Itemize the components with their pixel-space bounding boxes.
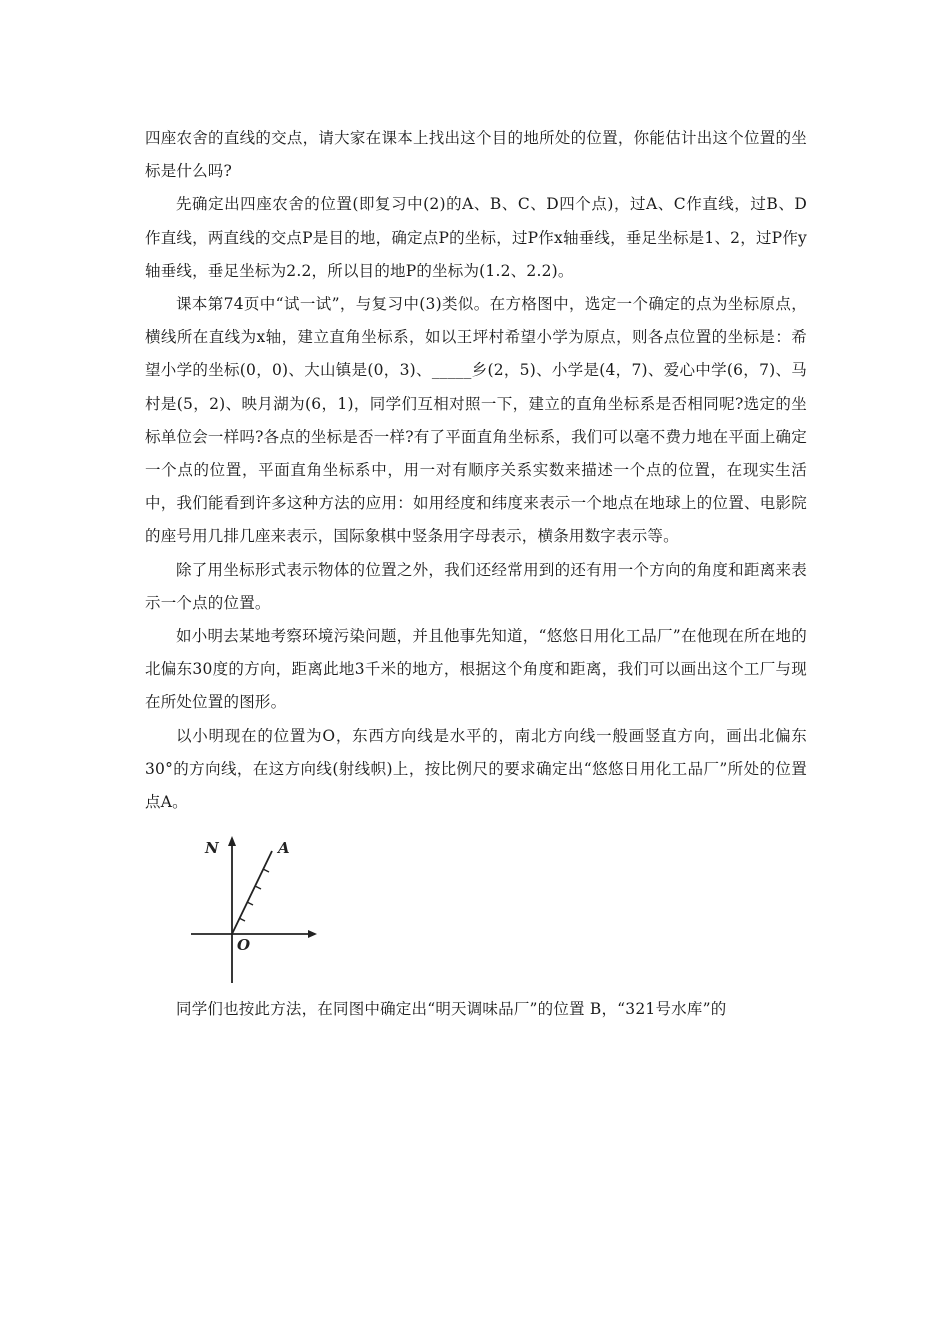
point-a-label: A	[278, 839, 290, 858]
paragraph-3: 课本第74页中“试一试”，与复习中(3)类似。在方格图中，选定一个确定的点为坐标原点，横线所在直线为x轴，建立直角坐标系，如以王坪村希望小学为原点，则各点位置的坐标是：希望小学的坐标(0，0)、大山镇是(0，3)、_____乡(2，5)、小学是(4，7)、爱心中学(6，7)、马村是(5，2)、映月湖为(6，1)，同学们互相对照一下，建立的直角坐标系是否相同呢?选定的坐标单位会一样吗?各点的坐标是否一样?有了平面直角坐标系，我们可以毫不费力地在平面上确定一个点的位置，平面直角坐标系中，用一对有顺序关系实数来描述一个点的位置，在现实生活中，我们能看到许多这种方法的应用：如用经度和纬度来表示一个地点在地球上的位置、电影院的座号用几排几座来表示，国际象棋中竖条用字母表示，横条用数字表示等。	[145, 295, 807, 546]
scale-tick-2	[247, 902, 253, 905]
direction-figure	[187, 827, 327, 985]
direction-ray-oa	[232, 851, 272, 934]
paragraph-4: 除了用坐标形式表示物体的位置之外，我们还经常用到的还有用一个方向的角度和距离来表示一个点的位置。	[145, 560, 807, 612]
paragraph-1: 四座农舍的直线的交点，请大家在课本上找出这个目的地所处的位置，你能估计出这个位置的坐标是什么吗?	[145, 129, 807, 181]
north-arrow-icon	[228, 836, 236, 846]
paragraph-2: 先确定出四座农舍的位置(即复习中(2)的A、B、C、D四个点)，过A、C作直线，过B、D作直线，两直线的交点P是目的地，确定点P的坐标，过P作x轴垂线，垂足坐标是1、2，过P作y轴垂线，垂足坐标为2.2，所以目的地P的坐标为(1.2、2.2)。	[145, 195, 807, 280]
paragraph-7: 同学们也按此方法，在同图中确定出“明天调味品厂”的位置 B，“321号水库”的	[176, 1000, 727, 1019]
paragraph-5: 如小明去某地考察环境污染问题，并且他事先知道，“悠悠日用化工品厂”在他现在所在地的北偏东30度的方向，距离此地3千米的地方，根据这个角度和距离，我们可以画出这个工厂与现在所处位置的图形。	[145, 627, 807, 712]
scale-tick-4	[263, 869, 269, 872]
origin-label: O	[237, 936, 251, 955]
paragraph-6: 以小明现在的位置为O，东西方向线是水平的，南北方向线一般画竖直方向，画出北偏东30°的方向线，在这方向线(射线帜)上，按比例尺的要求确定出“悠悠日用化工品厂”所处的位置点A。	[145, 726, 807, 812]
east-arrow-icon	[308, 930, 317, 938]
north-label: N	[205, 839, 219, 858]
scale-tick-3	[255, 886, 261, 889]
document-page	[145, 122, 807, 1026]
